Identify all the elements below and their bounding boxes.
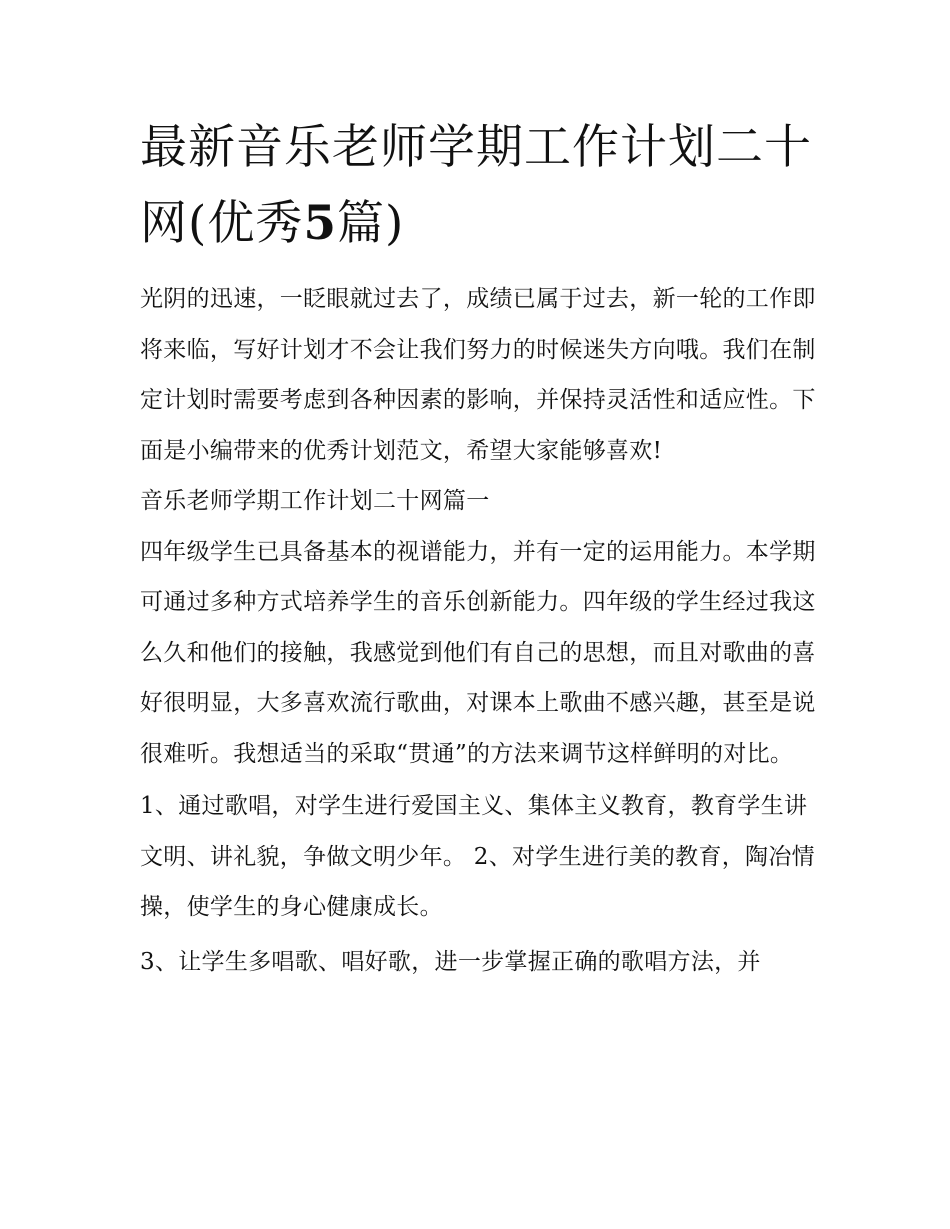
list-item-1-2: 1、通过歌唱，对学生进行爱国主义、集体主义教育，教育学生讲文明、讲礼貌，争做文明少年。 2、对学生进行美的教育，陶冶情操，使学生的身心健康成长。 bbox=[140, 793, 815, 920]
title-text-number: 5 bbox=[303, 196, 338, 251]
section-heading: 音乐老师学期工作计划二十网篇一 bbox=[140, 488, 490, 514]
section-paragraph: 四年级学生已具备基本的视谱能力，并有一定的运用能力。本学期可通过多种方式培养学生的音乐创新能力。四年级的学生经过我这么久和他们的接触，我感觉到他们有自己的思想，而且对歌曲的喜好很明显，大多喜欢流行歌曲，对课本上歌曲不感兴趣，甚至是说很难听。我想适当的采取“贯通”的方法来调节这样鲜明的对比。 bbox=[140, 538, 816, 767]
title-text-part1: 最新音乐老师学期工作计划二十网(优秀 bbox=[140, 120, 812, 251]
list-item-3: 3、让学生多唱歌、唱好歌，进一步掌握正确的歌唱方法，并 bbox=[140, 948, 761, 975]
document-body bbox=[140, 110, 820, 987]
intro-paragraph: 光阴的迅速，一眨眼就过去了，成绩已属于过去，新一轮的工作即将来临，写好计划才不会让我们努力的时候迷失方向哦。我们在制定计划时需要考虑到各种因素的影响，并保持灵活性和适应性。下面是小编带来的优秀计划范文，希望大家能够喜欢! bbox=[140, 286, 816, 464]
document-title bbox=[140, 110, 820, 262]
title-text-part2: 篇) bbox=[337, 196, 405, 251]
